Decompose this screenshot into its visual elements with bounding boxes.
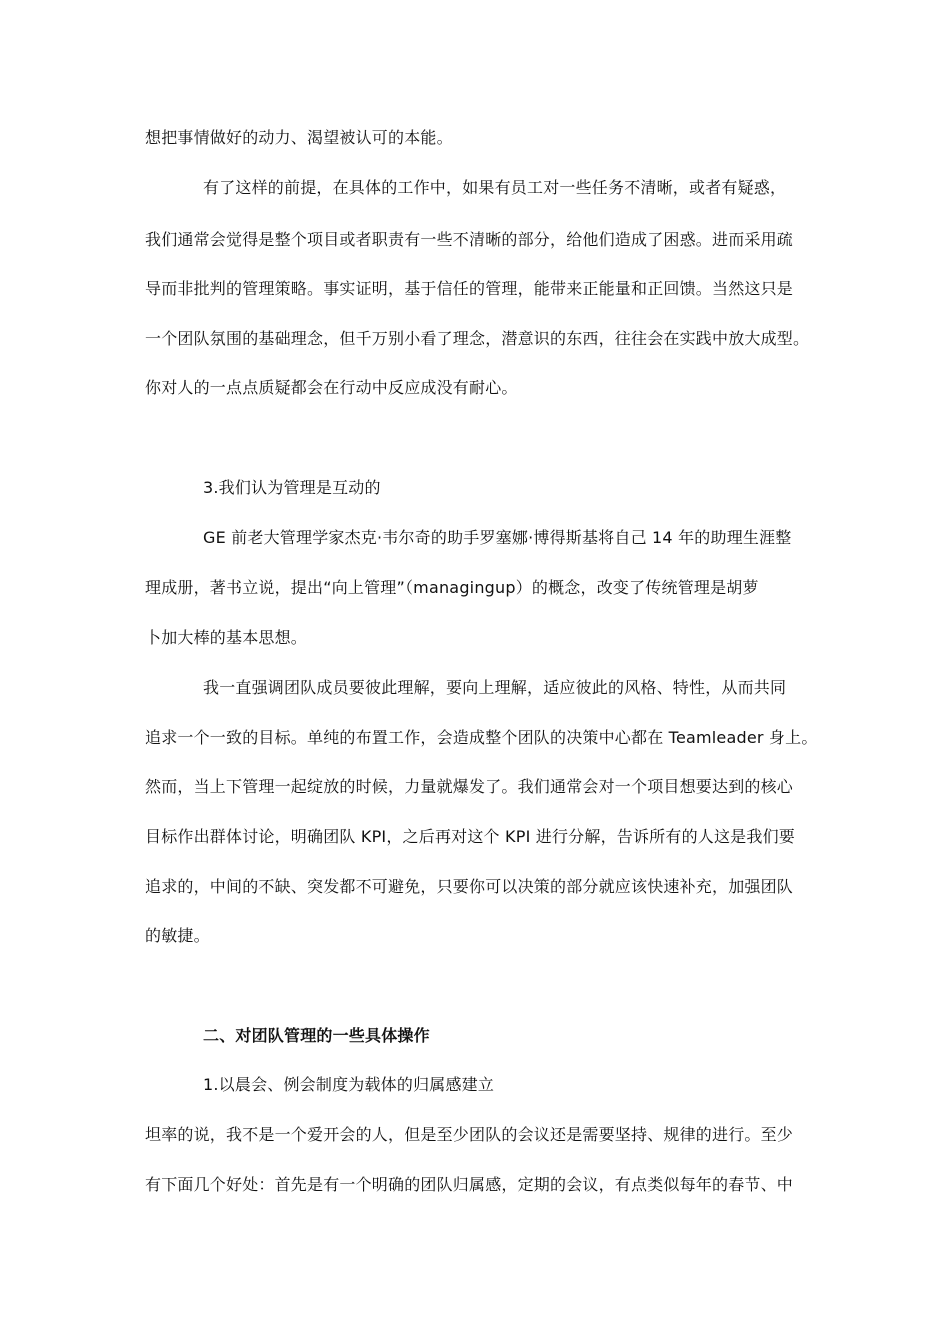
- section-heading: 3.我们认为管理是互动的: [203, 478, 381, 497]
- paragraph-line: 追求的，中间的不缺、突发都不可避免，只要你可以决策的部分就应该快速补充，加强团队: [145, 877, 794, 896]
- paragraph-line: 我一直强调团队成员要彼此理解，要向上理解，适应彼此的风格、特性，从而共同: [203, 678, 787, 697]
- paragraph-line: 你对人的一点点质疑都会在行动中反应成没有耐心。: [145, 378, 518, 397]
- paragraph-line: 有了这样的前提，在具体的工作中，如果有员工对一些任务不清晰，或者有疑惑，: [203, 178, 787, 197]
- paragraph-line: 目标作出群体讨论，明确团队 KPI，之后再对这个 KPI 进行分解，告诉所有的人这是我们要: [145, 827, 795, 846]
- subsection-heading: 1.以晨会、例会制度为载体的归属感建立: [203, 1075, 495, 1094]
- paragraph-line: GE 前老大管理学家杰克·韦尔奇的助手罗塞娜·博得斯基将自己 14 年的助理生涯整: [203, 528, 792, 547]
- paragraph-line: 一个团队氛围的基础理念，但千万别小看了理念，潜意识的东西，往往会在实践中放大成型。: [145, 329, 810, 348]
- paragraph-line: 想把事情做好的动力、渴望被认可的本能。: [145, 128, 453, 147]
- paragraph-line: 然而，当上下管理一起绽放的时候，力量就爆发了。我们通常会对一个项目想要达到的核心: [145, 777, 794, 796]
- paragraph-line: 坦率的说，我不是一个爱开会的人，但是至少团队的会议还是需要坚持、规律的进行。至少: [145, 1125, 794, 1144]
- paragraph-line: 的敏捷。: [145, 926, 210, 945]
- section-heading: 二、对团队管理的一些具体操作: [203, 1026, 430, 1045]
- paragraph-line: 有下面几个好处：首先是有一个明确的团队归属感，定期的会议，有点类似每年的春节、中: [145, 1175, 794, 1194]
- paragraph-line: 追求一个一致的目标。单纯的布置工作，会造成整个团队的决策中心都在 Teamleader 身上。: [145, 728, 818, 747]
- paragraph-line: 我们通常会觉得是整个项目或者职责有一些不清晰的部分，给他们造成了困惑。进而采用疏: [145, 230, 794, 249]
- paragraph-line: 导而非批判的管理策略。事实证明，基于信任的管理，能带来正能量和正回馈。当然这只是: [145, 279, 794, 298]
- paragraph-line: 理成册，著书立说，提出“向上管理”（managingup）的概念，改变了传统管理是胡萝: [145, 578, 759, 597]
- paragraph-line: 卜加大棒的基本思想。: [145, 628, 308, 647]
